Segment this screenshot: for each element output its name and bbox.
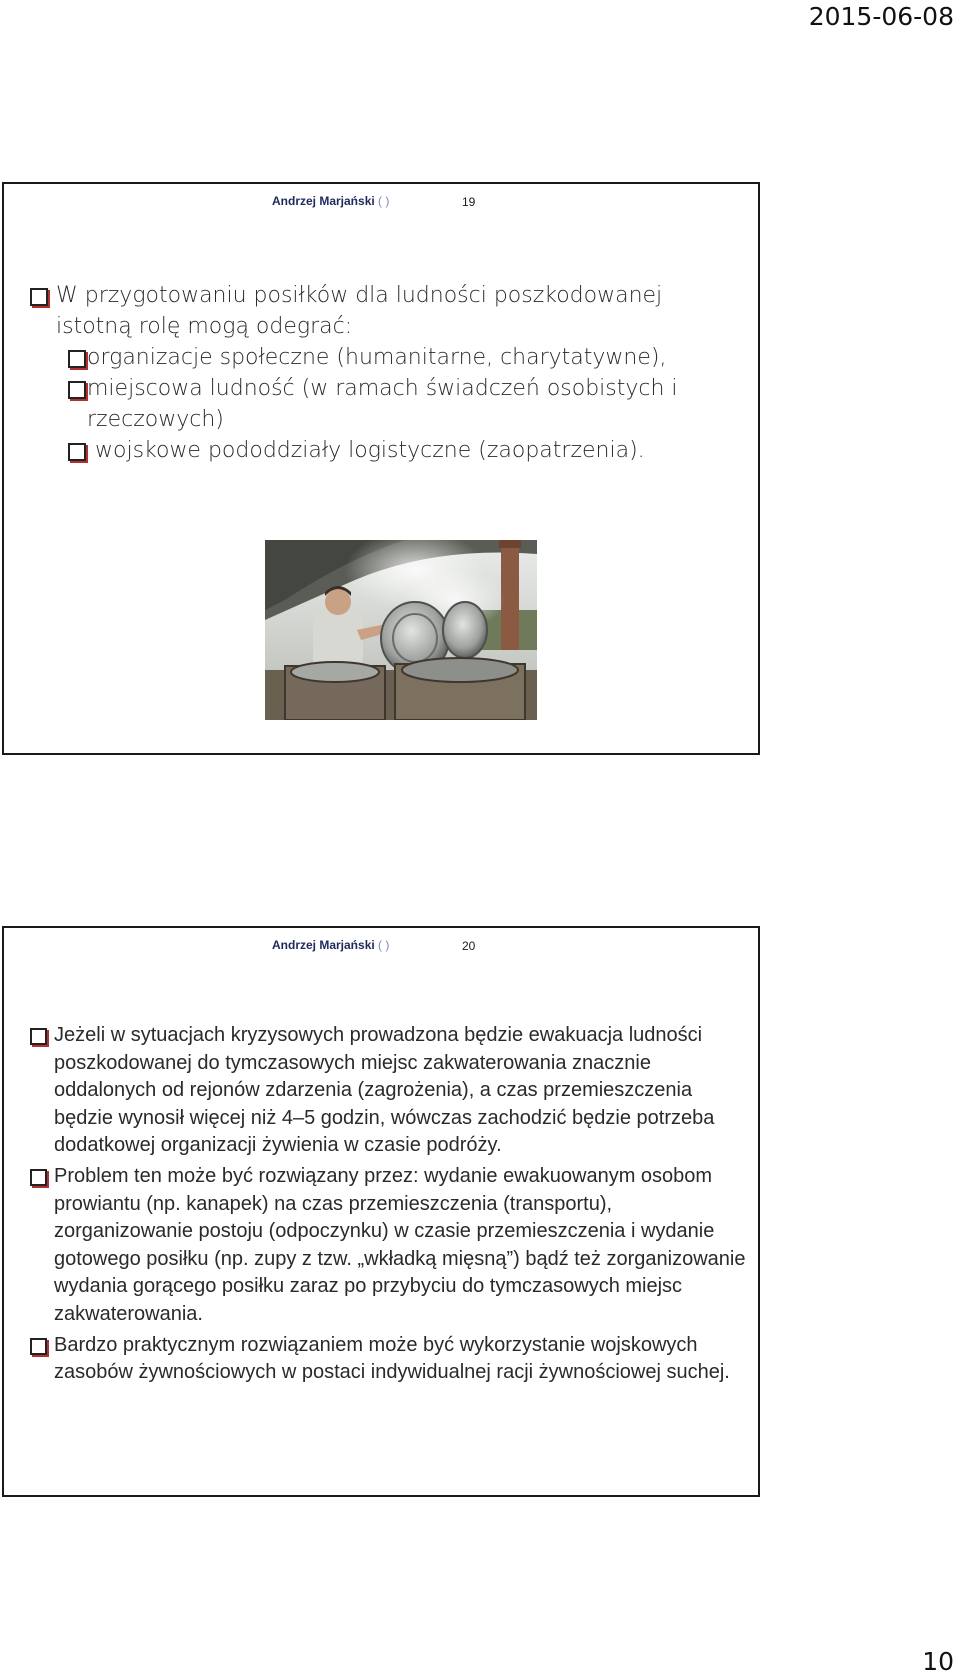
sub-list-item: [26, 435, 726, 466]
checkbox-bullet-icon: [30, 288, 48, 306]
list-item: [26, 280, 726, 342]
checkbox-bullet-icon: [68, 350, 86, 368]
checkbox-bullet-icon: [30, 1338, 47, 1355]
checkbox-bullet-icon: [68, 381, 86, 399]
slide-number: 19: [462, 195, 476, 209]
list-item: [26, 1022, 746, 1160]
page-number: 10: [922, 1647, 954, 1676]
bullet-list: [26, 280, 726, 466]
bullet-text: Problem ten może być rozwiązany przez: wydanie ewakuowanym osobom prowiantu (np. kanapek) na czas przemieszczenia (transportu), zorganizowanie postoju (odpoczynku) w czasie przemieszczenia i wydanie gotowego posiłku (np. zupy z tzw. „wkładką mięsną”) bądź też zorganizowanie wydania gorącego posiłku zaraz po przybyciu do tymczasowych miejsc zakwaterowania.: [54, 1164, 746, 1325]
bullet-text: W przygotowaniu posiłków dla ludności poszkodowanej istotną rolę mogą odegrać:: [56, 283, 663, 339]
list-item: [26, 1332, 746, 1387]
header-parens: ( ): [378, 938, 390, 952]
bullet-text: Jeżeli w sytuacjach kryzysowych prowadzona będzie ewakuacja ludności poszkodowanej do tymczasowych miejsc zakwaterowania znacznie oddalonych od rejonów zdarzenia (zagrożenia), a czas przemieszczenia będzie wynosił więcej niż 4–5 godzin, wówczas zachodzić będzie potrzeba dodatkowej organizacji żywienia w czasie podróży.: [54, 1024, 715, 1157]
bullet-text: Bardzo praktycznym rozwiązaniem może być wykorzystanie wojskowych zasobów żywnościowych w postaci indywidualnej racji żywnościowej suchej.: [54, 1333, 730, 1384]
page-date: 2015-06-08: [808, 2, 954, 31]
slide-19: [2, 182, 760, 755]
field-kitchen-photo: [265, 540, 537, 720]
header-parens: ( ): [378, 194, 390, 208]
checkbox-bullet-icon: [30, 1028, 47, 1045]
sub-list-item: [26, 373, 726, 435]
sub-list-item: [26, 342, 726, 373]
author-name: Andrzej Marjański: [272, 938, 375, 952]
slide-number: 20: [462, 939, 476, 953]
checkbox-bullet-icon: [68, 443, 86, 461]
bullet-text: miejscowa ludność (w ramach świadczeń osobistych i rzeczowych): [87, 376, 678, 432]
bullet-text: wojskowe pododdziały logistyczne (zaopatrzenia).: [95, 438, 645, 463]
list-item: [26, 1163, 746, 1329]
slide-header: [4, 934, 758, 954]
slide-20: [2, 926, 760, 1497]
bullet-text: organizacje społeczne (humanitarne, charytatywne),: [87, 345, 667, 370]
author-name: Andrzej Marjański: [272, 194, 375, 208]
bullet-list: [26, 1022, 746, 1390]
checkbox-bullet-icon: [30, 1169, 47, 1186]
field-kitchen-illustration: [265, 540, 537, 720]
slide-header: [4, 190, 758, 210]
